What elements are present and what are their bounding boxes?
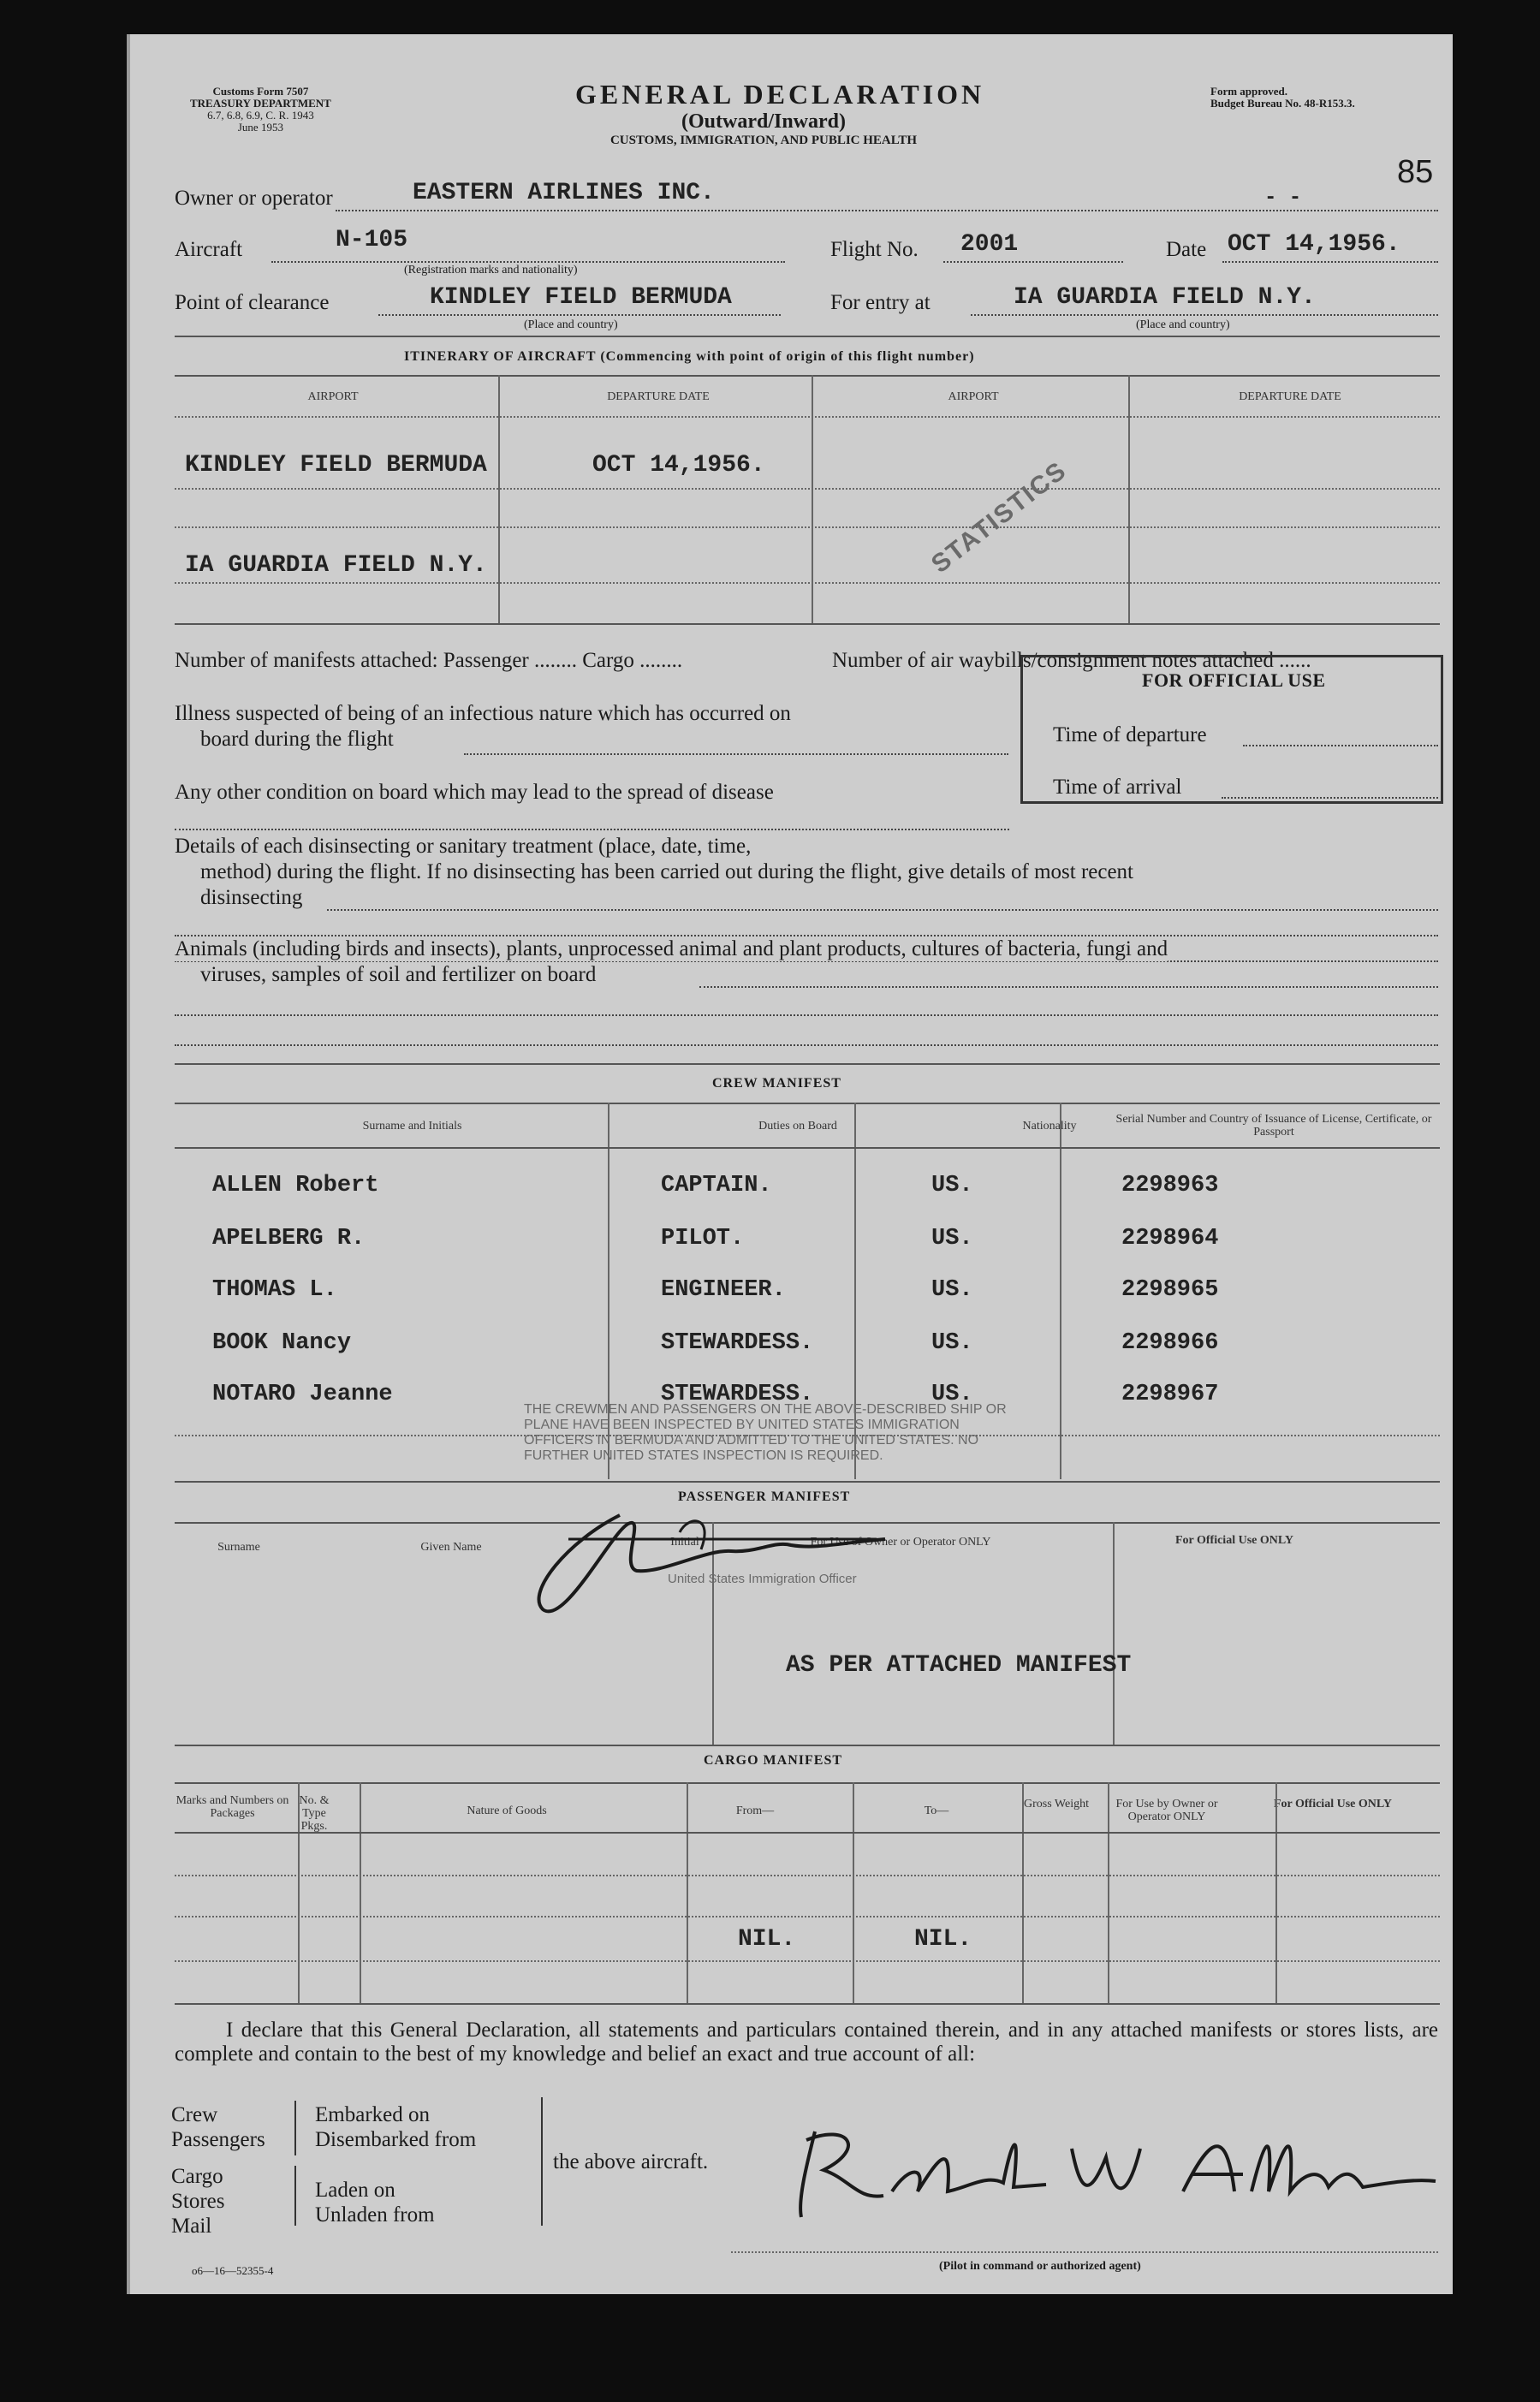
passenger-col-owner-use: For Use of Owner or Operator ONLY — [810, 1536, 991, 1549]
crew-serial: 2298963 — [1121, 1173, 1219, 1198]
print-code: o6—16—52355-4 — [192, 2264, 274, 2277]
cargo-to-value: NIL. — [914, 1926, 972, 1953]
crew-col-duties: Duties on Board — [758, 1120, 837, 1133]
form-subtitle: (Outward/Inward) — [681, 110, 846, 133]
crew-name: NOTARO Jeanne — [212, 1382, 393, 1407]
crew-duty: STEWARDESS. — [661, 1330, 814, 1356]
flight-value: 2001 — [960, 231, 1019, 258]
illness-label-2: board during the flight — [200, 728, 394, 751]
disinsect-label-1: Details of each disinsecting or sanitary treatment (place, date, time, — [175, 835, 752, 858]
immigration-stamp-line-1: THE CREWMEN AND PASSENGERS ON THE ABOVE-DESCRIBED SHIP OR — [524, 1402, 1007, 1417]
declaration-page — [127, 34, 1453, 2294]
owner-label: Owner or operator — [175, 187, 333, 210]
owner-mark: - - — [1264, 187, 1302, 210]
illness-label-1: Illness suspected of being of an infectious nature which has occurred on — [175, 702, 791, 725]
form-references: 6.7, 6.8, 6.9, C. R. 1943 — [207, 109, 314, 122]
crew-col-nationality: Nationality — [1022, 1120, 1077, 1133]
cargo-from-value: NIL. — [738, 1926, 796, 1953]
itinerary-heading: ITINERARY OF AIRCRAFT (Commencing with point of origin of this flight number) — [404, 349, 975, 364]
crew-duty: STEWARDESS. — [661, 1382, 814, 1407]
passenger-manifest-note: AS PER ATTACHED MANIFEST — [786, 1652, 1132, 1679]
crew-col-serial: Serial Number and Country of Issuance of License, Certificate, or Passport — [1115, 1113, 1432, 1139]
crew-serial: 2298964 — [1121, 1226, 1219, 1252]
crew-nationality: US. — [931, 1226, 973, 1252]
crew-col-surname: Surname and Initials — [362, 1120, 462, 1133]
cargo-manifest-heading: CARGO MANIFEST — [704, 1753, 843, 1768]
itinerary-airport-1: KINDLEY FIELD BERMUDA — [185, 452, 487, 479]
form-title-block — [575, 79, 985, 148]
cargo-col-from: From— — [735, 1804, 775, 1817]
aircraft-caption: (Registration marks and nationality) — [404, 264, 578, 276]
page-number: 85 — [1397, 154, 1434, 190]
form-approval — [1210, 86, 1355, 110]
animals-label-2: viruses, samples of soil and fertilizer on board — [200, 963, 597, 986]
statistics-stamp: STATISTICS — [926, 455, 1073, 580]
aircraft-value: N-105 — [336, 227, 408, 253]
form-date: June 1953 — [237, 121, 283, 134]
immigration-stamp — [524, 1402, 1055, 1464]
label-crew: Crew — [171, 2103, 218, 2126]
declaration-text: I declare that this General Declaration, all statements and particulars contained therein, and in any attached manifests or stores lists, are complete and contain to the best of my knowledge and belief an exact and true account of all: — [175, 2019, 1438, 2066]
official-use-heading: FOR OFFICIAL USE — [1142, 669, 1326, 691]
entry-caption: (Place and country) — [1136, 318, 1230, 331]
cargo-col-number: No. & Type Pkgs. — [299, 1794, 330, 1833]
itinerary-airport-2: IA GUARDIA FIELD N.Y. — [185, 552, 487, 579]
declaration-mid-labels-1 — [315, 2102, 476, 2152]
crew-serial: 2298967 — [1121, 1382, 1219, 1407]
aircraft-label: Aircraft — [175, 238, 243, 261]
above-aircraft-text: the above aircraft. — [553, 2150, 709, 2173]
crew-duty: PILOT. — [661, 1226, 745, 1252]
label-unladen: Unladen from — [315, 2203, 435, 2227]
label-laden: Laden on — [315, 2179, 395, 2202]
pilot-signature — [789, 2106, 1440, 2234]
cargo-col-to: To— — [924, 1804, 949, 1817]
passenger-manifest-heading: PASSENGER MANIFEST — [678, 1489, 851, 1504]
cargo-col-weight: Gross Weight — [1023, 1798, 1089, 1810]
cargo-col-owner-use: For Use by Owner or Operator ONLY — [1115, 1798, 1218, 1823]
label-mail: Mail — [171, 2215, 212, 2238]
crew-nationality: US. — [931, 1277, 973, 1303]
immigration-stamp-line-3: OFFICERS IN BERMUDA AND ADMITTED TO THE UNITED STATES. NO — [524, 1433, 979, 1448]
date-value: OCT 14,1956. — [1228, 231, 1400, 258]
crew-serial: 2298965 — [1121, 1277, 1219, 1303]
passenger-col-given-name: Given Name — [420, 1541, 482, 1554]
crew-nationality: US. — [931, 1330, 973, 1356]
immigration-officer-caption: United States Immigration Officer — [668, 1572, 857, 1586]
form-caption: CUSTOMS, IMMIGRATION, AND PUBLIC HEALTH — [609, 134, 918, 147]
label-passengers: Passengers — [171, 2128, 265, 2151]
clearance-value: KINDLEY FIELD BERMUDA — [430, 284, 732, 311]
passenger-col-surname: Surname — [217, 1541, 260, 1554]
cargo-col-goods: Nature of Goods — [467, 1804, 547, 1817]
time-arrival-label: Time of arrival — [1053, 776, 1182, 799]
crew-name: BOOK Nancy — [212, 1330, 352, 1356]
crew-serial: 2298966 — [1121, 1330, 1219, 1356]
flight-label: Flight No. — [830, 238, 919, 261]
immigration-stamp-line-2: PLANE HAVE BEEN INSPECTED BY UNITED STATES IMMIGRATION — [524, 1418, 960, 1432]
entry-label: For entry at — [830, 291, 931, 314]
itinerary-departure-1: OCT 14,1956. — [592, 452, 765, 479]
label-stores: Stores — [171, 2190, 225, 2213]
budget-bureau-number: Budget Bureau No. 48-R153.3. — [1210, 97, 1355, 110]
animals-label-1: Animals (including birds and insects), plants, unprocessed animal and plant products, cultures of bacteria, fungi and — [175, 937, 1168, 960]
condition-label: Any other condition on board which may lead to the spread of disease — [175, 781, 774, 804]
owner-value: EASTERN AIRLINES INC. — [413, 180, 715, 206]
declaration-left-labels-2 — [171, 2164, 225, 2238]
immigration-stamp-line-4: FURTHER UNITED STATES INSPECTION IS REQUIRED. — [524, 1448, 883, 1463]
itinerary-col-airport-2: AIRPORT — [948, 390, 999, 403]
crew-duty: ENGINEER. — [661, 1277, 786, 1303]
crew-name: THOMAS L. — [212, 1277, 337, 1303]
clearance-label: Point of clearance — [175, 291, 330, 314]
cargo-col-marks: Marks and Numbers on Packages — [175, 1794, 289, 1820]
itinerary-col-airport-1: AIRPORT — [307, 390, 359, 403]
crew-nationality: US. — [931, 1382, 973, 1407]
form-title: GENERAL DECLARATION — [575, 79, 985, 110]
clearance-caption: (Place and country) — [524, 318, 618, 331]
declaration-left-labels-1 — [171, 2102, 265, 2152]
form-approved-text: Form approved. — [1210, 85, 1288, 98]
label-cargo: Cargo — [171, 2165, 223, 2188]
disinsect-label-2: method) during the flight. If no disinsecting has been carried out during the flight, give details of most recent — [200, 860, 1134, 883]
crew-name: APELBERG R. — [212, 1226, 366, 1252]
passenger-col-official-use: For Official Use ONLY — [1174, 1534, 1294, 1547]
label-embarked: Embarked on — [315, 2103, 430, 2126]
treasury-department: TREASURY DEPARTMENT — [190, 97, 331, 110]
officer-signature — [517, 1498, 894, 1626]
crew-manifest-heading: CREW MANIFEST — [712, 1076, 841, 1091]
crew-name: ALLEN Robert — [212, 1173, 379, 1198]
pilot-caption: (Pilot in command or authorized agent) — [939, 2260, 1141, 2273]
declaration-mid-labels-2 — [315, 2178, 435, 2227]
label-disembarked: Disembarked from — [315, 2128, 477, 2151]
manifests-attached-text: Number of manifests attached: Passenger ........ Cargo ........ — [175, 649, 683, 672]
time-departure-label: Time of departure — [1053, 723, 1207, 746]
itinerary-col-departure-1: DEPARTURE DATE — [607, 390, 710, 403]
crew-duty: CAPTAIN. — [661, 1173, 772, 1198]
customs-form-header — [190, 86, 331, 134]
customs-form-number: Customs Form 7507 — [212, 85, 309, 98]
date-label: Date — [1166, 238, 1207, 261]
disinsect-label-3: disinsecting — [200, 886, 303, 909]
entry-value: IA GUARDIA FIELD N.Y. — [1014, 284, 1316, 311]
itinerary-col-departure-2: DEPARTURE DATE — [1239, 390, 1341, 403]
passenger-col-initial: Initial — [670, 1536, 699, 1549]
crew-nationality: US. — [931, 1173, 973, 1198]
waybills-attached-text: Number of air waybills/consignment notes attached ...... — [832, 649, 1311, 672]
cargo-col-official-use: For Official Use ONLY — [1273, 1798, 1393, 1810]
